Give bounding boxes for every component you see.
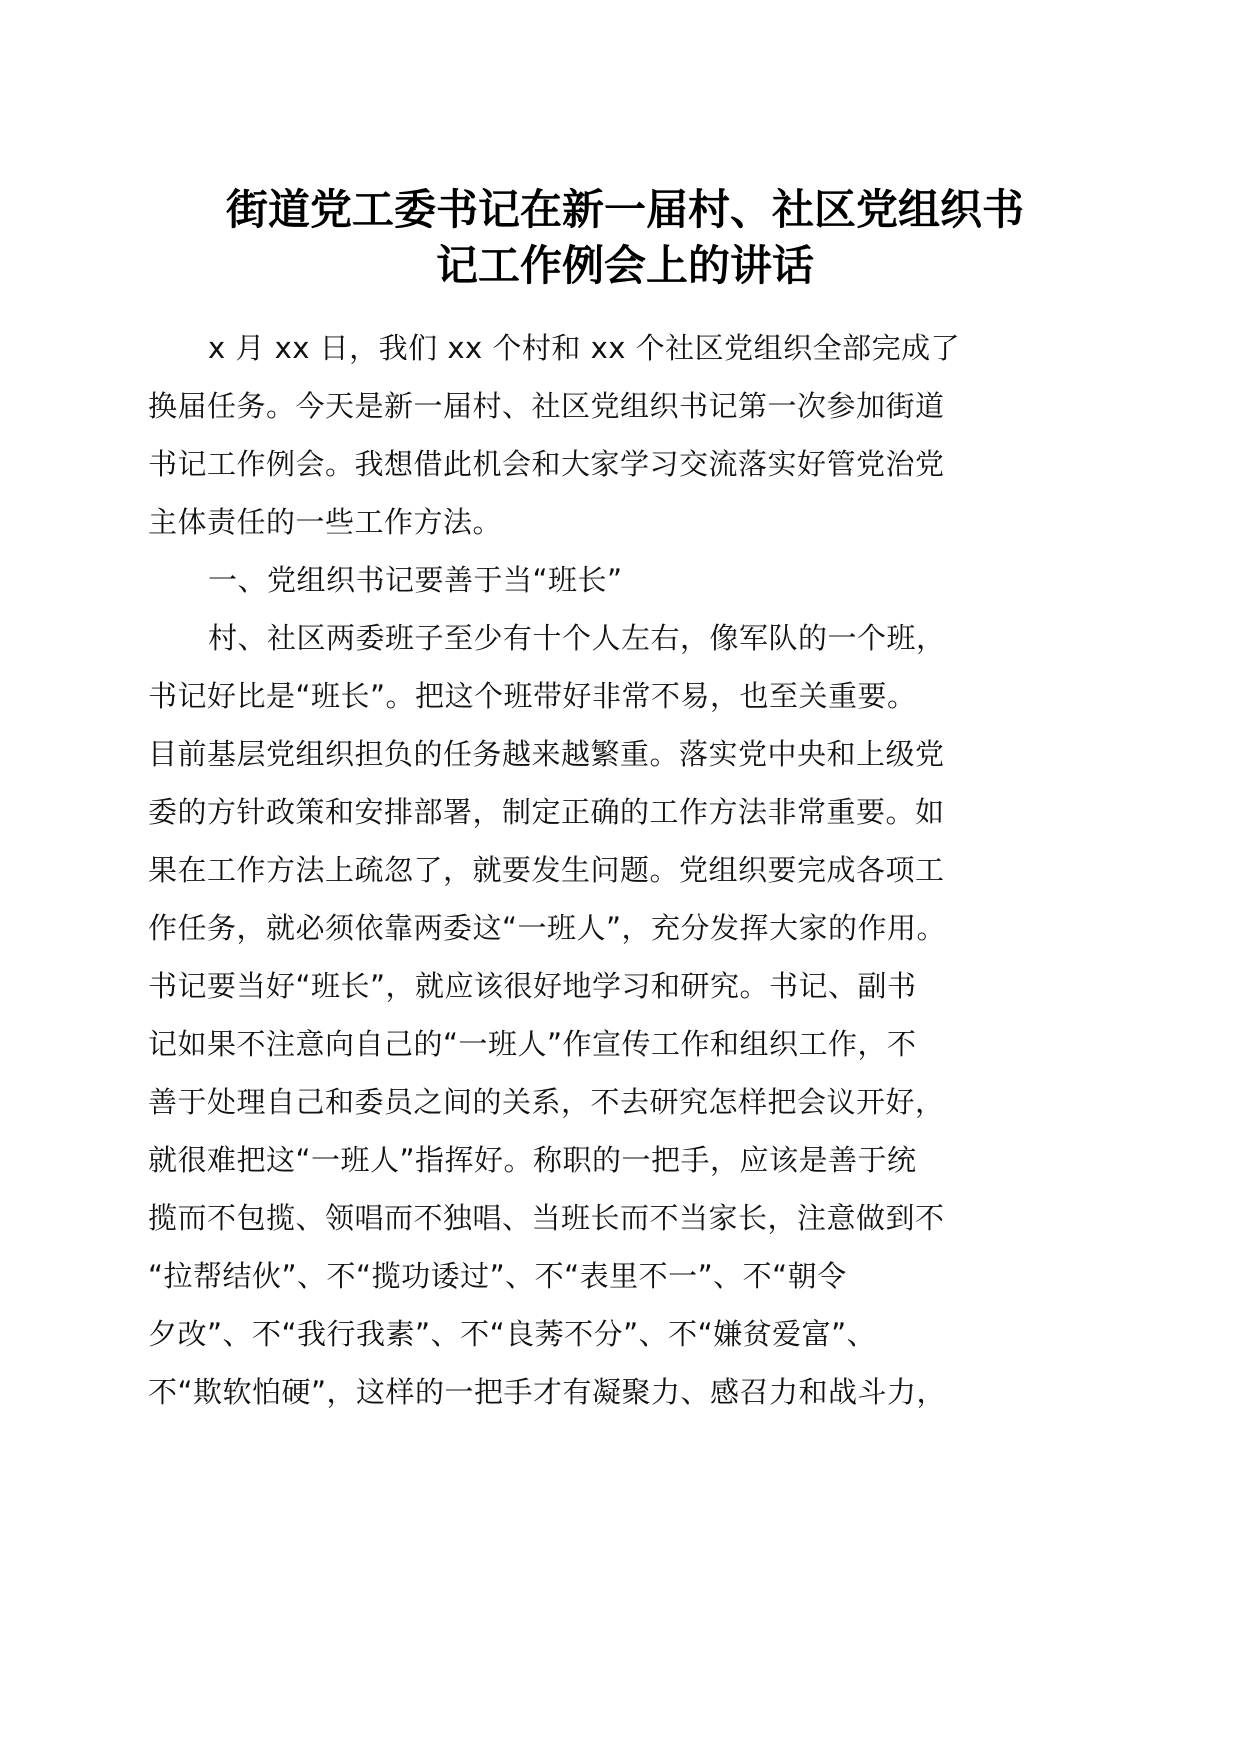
body-line: 就很难把这“一班人”指挥好。称职的一把手，应该是善于统 (148, 1143, 917, 1177)
section-heading: 一、党组织书记要善于当“班长” (208, 563, 623, 597)
body-line: 村、社区两委班子至少有十个人左右，像军队的一个班， (208, 621, 946, 655)
body-line: 夕改”、不“我行我素”、不“良莠不分”、不“嫌贫爱富”、 (148, 1317, 877, 1351)
body-line: “拉帮结伙”、不“揽功诿过”、不“表里不一”、不“朝令 (148, 1259, 847, 1293)
body-line: 不“欺软怕硬”，这样的一把手才有凝聚力、感召力和战斗力， (148, 1375, 947, 1409)
body-line: 委的方针政策和安排部署，制定正确的工作方法非常重要。如 (148, 795, 945, 829)
body-line: 书记好比是“班长”。把这个班带好非常不易，也至关重要。 (148, 679, 917, 713)
body-line: 记如果不注意向自己的“一班人”作宣传工作和组织工作，不 (148, 1027, 917, 1061)
document-title-line-1: 街道党工委书记在新一届村、社区党组织书 (225, 185, 1024, 234)
body-line: 主体责任的一些工作方法。 (148, 505, 503, 539)
body-line: 书记工作例会。我想借此机会和大家学习交流落实好管党治党 (148, 447, 945, 481)
body-line: 换届任务。今天是新一届村、社区党组织书记第一次参加街道 (148, 389, 945, 423)
body-line: 果在工作方法上疏忽了，就要发生问题。党组织要完成各项工 (148, 853, 945, 887)
body-line: 书记要当好“班长”，就应该很好地学习和研究。书记、副书 (148, 969, 917, 1003)
body-line: 揽而不包揽、领唱而不独唱、当班长而不当家长，注意做到不 (148, 1201, 945, 1235)
document-title-line-2: 记工作例会上的讲话 (435, 241, 814, 290)
body-line: 善于处理自己和委员之间的关系，不去研究怎样把会议开好， (148, 1085, 945, 1119)
body-line: 目前基层党组织担负的任务越来越繁重。落实党中央和上级党 (148, 737, 945, 771)
body-line: x 月 xx 日，我们 xx 个村和 xx 个社区党组织全部完成了 (208, 331, 961, 365)
body-line: 作任务，就必须依靠两委这“一班人”，充分发挥大家的作用。 (148, 911, 947, 945)
